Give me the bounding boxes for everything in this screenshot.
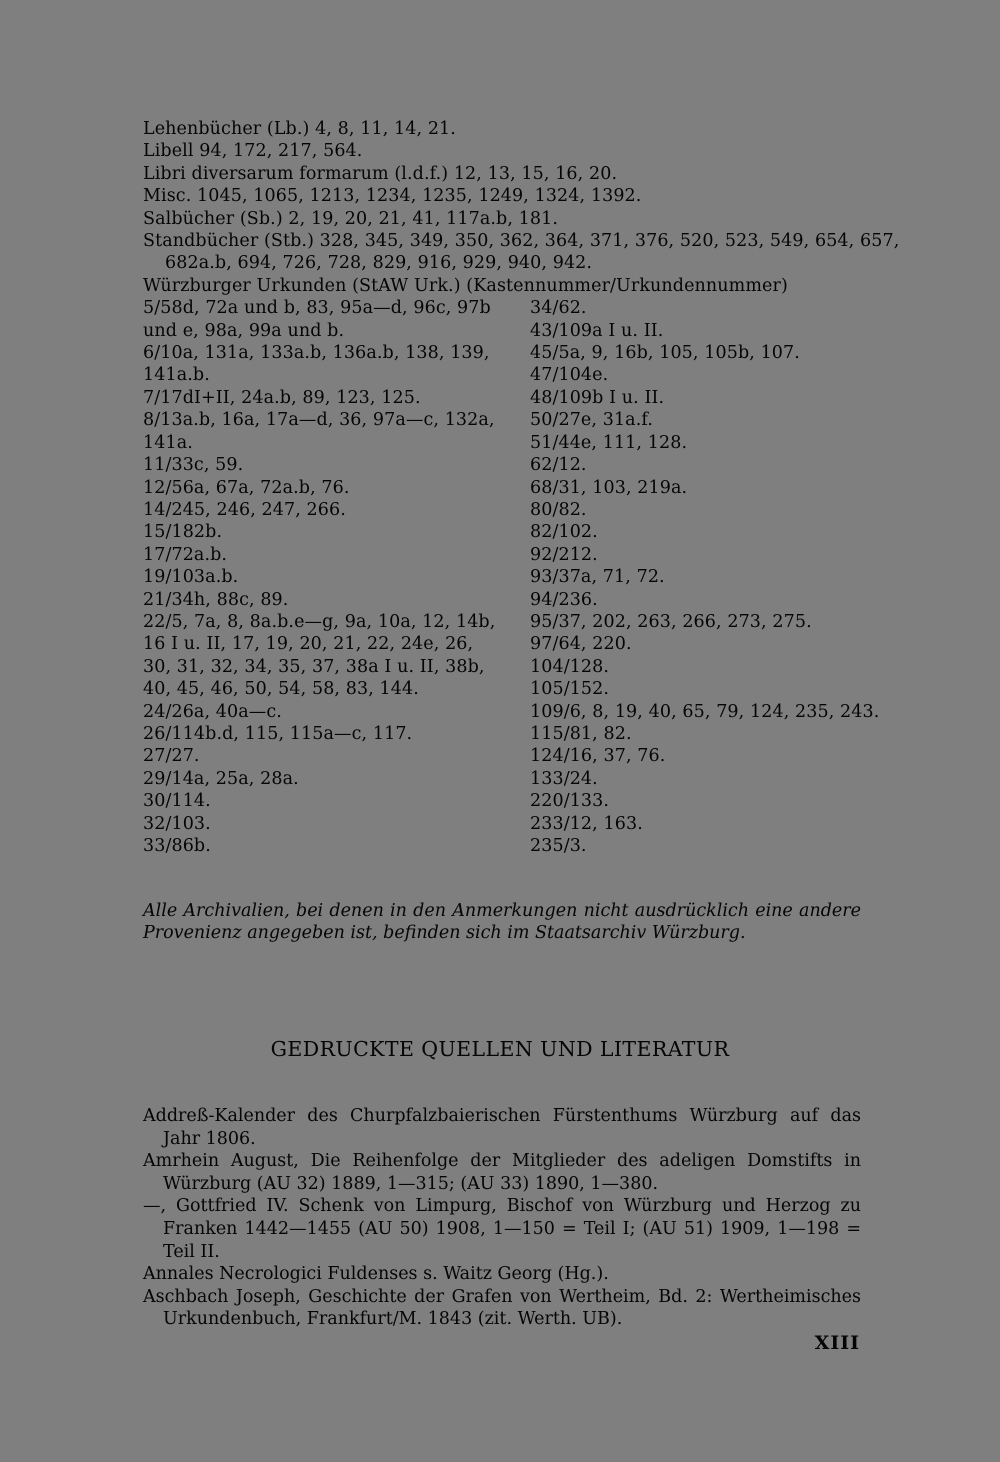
urkunden-entry: 21/34h, 88c, 89.	[143, 589, 289, 610]
urkunden-entry: 19/103a.b.	[143, 567, 239, 588]
urkunden-entry: 16 I u. II, 17, 19, 20, 21, 22, 24e, 26,	[143, 634, 474, 655]
urkunden-entry: 68/31, 103, 219a.	[530, 477, 688, 498]
index-line: Würzburger Urkunden (StAW Urk.) (Kastennummer/Urkundennummer)	[143, 275, 788, 296]
urkunden-entry: 45/5a, 9, 16b, 105, 105b, 107.	[530, 343, 800, 364]
urkunden-columns	[143, 297, 880, 857]
urkunden-entry: 109/6, 8, 19, 40, 65, 79, 124, 235, 243.	[530, 701, 880, 722]
urkunden-entry: 51/44e, 111, 128.	[530, 432, 688, 453]
literature-entry: Amrhein August, Die Reihenfolge der Mitglieder des adeligen Domstifts in Würzburg (AU 32) 1889, 1—315; (AU 33) 1890, 1—380.	[143, 1151, 861, 1194]
urkunden-entry: und e, 98a, 99a und b.	[143, 320, 345, 341]
urkunden-entry: 30, 31, 32, 34, 35, 37, 38a I u. II, 38b,	[143, 656, 485, 677]
urkunden-entry: 115/81, 82.	[530, 723, 632, 744]
urkunden-entry: 50/27e, 31a.f.	[530, 410, 653, 431]
page-number: XIII	[814, 1332, 860, 1354]
urkunden-entry: 233/12, 163.	[530, 813, 643, 834]
urkunden-entry: 97/64, 220.	[530, 634, 632, 655]
index-line: Libell 94, 172, 217, 564.	[143, 141, 363, 162]
urkunden-entry: 14/245, 246, 247, 266.	[143, 499, 346, 520]
urkunden-entry: 27/27.	[143, 746, 200, 767]
literature-entry: —, Gottfried IV. Schenk von Limpurg, Bischof von Würzburg und Herzog zu Franken 1442—1455 (AU 50) 1908, 1—150 = Teil I; (AU 51) 1909, 1—198 = Teil II.	[143, 1196, 861, 1262]
urkunden-entry: 29/14a, 25a, 28a.	[143, 768, 299, 789]
urkunden-entry: 82/102.	[530, 522, 598, 543]
urkunden-entry: 26/114b.d, 115, 115a—c, 117.	[143, 723, 413, 744]
index-line: Standbücher (Stb.) 328, 345, 349, 350, 362, 364, 371, 376, 520, 523, 549, 654, 657,	[143, 231, 900, 252]
urkunden-entry: 94/236.	[530, 589, 598, 610]
index-line: Lehenbücher (Lb.) 4, 8, 11, 14, 21.	[143, 119, 456, 139]
urkunden-entry: 47/104e.	[530, 365, 609, 386]
literature-entry: Annales Necrologici Fuldenses s. Waitz Georg (Hg.).	[143, 1264, 609, 1285]
urkunden-entry: 105/152.	[530, 679, 610, 700]
literature-list	[143, 1105, 861, 1331]
index-line: Misc. 1045, 1065, 1213, 1234, 1235, 1249, 1324, 1392.	[143, 186, 642, 207]
urkunden-entry: 93/37a, 71, 72.	[530, 567, 665, 588]
urkunden-left-column	[143, 297, 523, 857]
index-line: Libri diversarum formarum (l.d.f.) 12, 13, 15, 16, 20.	[143, 163, 618, 184]
urkunden-entry: 8/13a.b, 16a, 17a—d, 36, 97a—c, 132a,	[143, 410, 495, 431]
urkunden-right-column	[530, 297, 880, 857]
urkunden-entry: 80/82.	[530, 499, 587, 520]
literature-entry: Addreß-Kalender des Churpfalzbaierischen Fürstenthums Würzburg auf das Jahr 1806.	[143, 1106, 861, 1149]
urkunden-entry: 11/33c, 59.	[143, 455, 244, 476]
urkunden-entry: 7/17dI+II, 24a.b, 89, 123, 125.	[143, 387, 421, 408]
urkunden-entry: 43/109a I u. II.	[530, 320, 664, 341]
urkunden-entry: 92/212.	[530, 544, 598, 565]
archive-index	[143, 118, 900, 857]
urkunden-entry: 133/24.	[530, 768, 598, 789]
urkunden-entry: 24/26a, 40a—c.	[143, 701, 282, 722]
urkunden-entry: 5/58d, 72a und b, 83, 95a—d, 96c, 97b	[143, 298, 491, 319]
urkunden-entry: 141a.	[143, 432, 193, 453]
urkunden-entry: 12/56a, 67a, 72a.b, 76.	[143, 477, 350, 498]
urkunden-entry: 15/182b.	[143, 522, 223, 543]
section-heading: GEDRUCKTE QUELLEN UND LITERATUR	[270, 1037, 730, 1061]
index-line: 682a.b, 694, 726, 728, 829, 916, 929, 940, 942.	[165, 253, 593, 274]
urkunden-entry: 30/114.	[143, 791, 211, 812]
literature-entry: Aschbach Joseph, Geschichte der Grafen von Wertheim, Bd. 2: Wertheimisches Urkundenbuch, Frankfurt/M. 1843 (zit. Werth. UB).	[143, 1286, 861, 1330]
urkunden-entry: 22/5, 7a, 8, 8a.b.e—g, 9a, 10a, 12, 14b,	[143, 611, 496, 632]
index-line: Salbücher (Sb.) 2, 19, 20, 21, 41, 117a.b, 181.	[143, 208, 559, 229]
urkunden-entry: 124/16, 37, 76.	[530, 746, 666, 767]
urkunden-entry: 220/133.	[530, 791, 610, 812]
urkunden-entry: 17/72a.b.	[143, 544, 228, 565]
urkunden-entry: 235/3.	[530, 836, 587, 856]
urkunden-entry: 32/103.	[143, 813, 211, 834]
urkunden-entry: 48/109b I u. II.	[530, 387, 665, 408]
urkunden-entry: 6/10a, 131a, 133a.b, 136a.b, 138, 139,	[143, 343, 490, 364]
urkunden-entry: 62/12.	[530, 455, 587, 476]
provenance-note: Alle Archivalien, bei denen in den Anmerkungen nicht ausdrücklich eine andere Provenienz angegeben ist, befinden sich im Staatsarchiv Würzburg.	[143, 901, 861, 944]
index-lines	[143, 118, 900, 297]
urkunden-entry: 95/37, 202, 263, 266, 273, 275.	[530, 611, 812, 632]
urkunden-entry: 34/62.	[530, 298, 587, 319]
urkunden-entry: 40, 45, 46, 50, 54, 58, 83, 144.	[143, 679, 419, 700]
urkunden-entry: 104/128.	[530, 656, 610, 677]
urkunden-entry: 141a.b.	[143, 365, 210, 386]
urkunden-entry: 33/86b.	[143, 836, 211, 856]
